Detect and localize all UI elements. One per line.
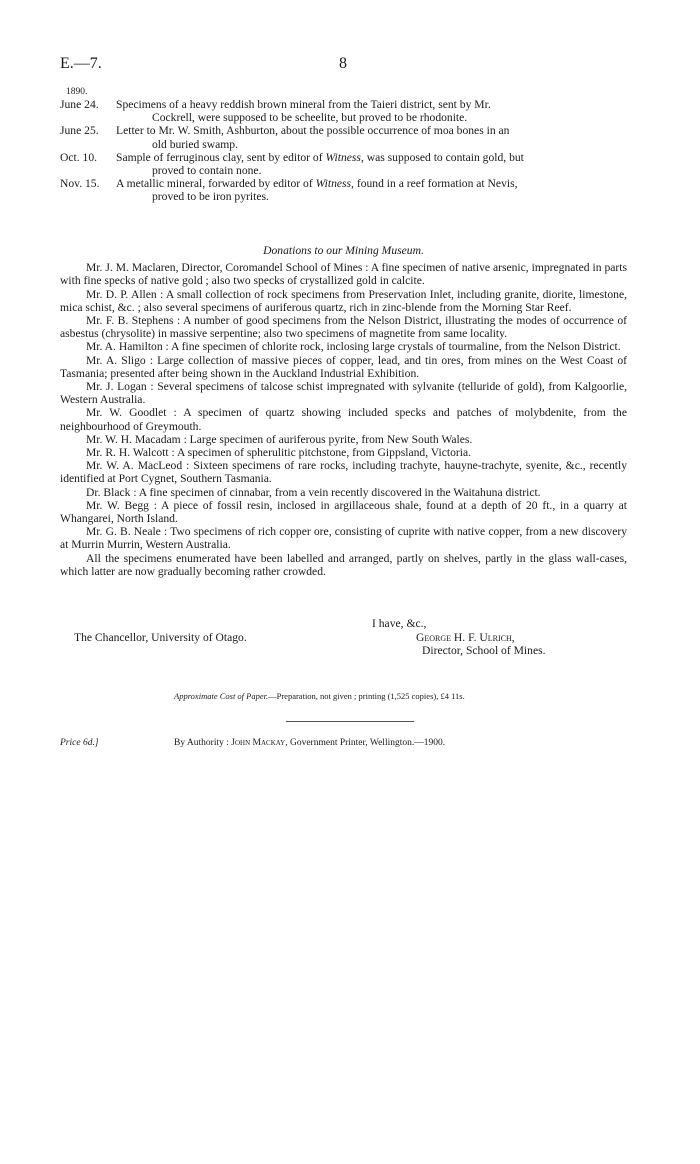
log-entry <box>60 177 627 203</box>
log-text-b: , was supposed to contain gold, but <box>360 150 524 164</box>
log-entry <box>60 124 627 150</box>
log-text-b: , found in a reef formation at Nevis, <box>351 177 518 191</box>
price: Price 6d.] <box>60 738 99 748</box>
donation-paragraph: Mr. W. Goodlet : A specimen of quartz showing included specks and patches of molybdenite, from the neighbourhood of Greymouth. <box>60 406 627 433</box>
donation-paragraph: Mr. W. A. MacLeod : Sixteen specimens of rare rocks, including trachyte, hauyne-trachyte, syenite, &c., recently identified at Port Cygnet, Southern Tasmania. <box>60 459 627 486</box>
log-date: June 25. <box>60 124 99 138</box>
log-text: Specimens of a heavy reddish brown mineral from the Taieri district, sent by Mr. <box>116 98 491 111</box>
page-number: 8 <box>339 55 347 72</box>
donation-paragraph: Mr. D. P. Allen : A small collection of rock specimens from Preservation Inlet, including granite, diorite, limestone, mica schist, &c. ; also several specimens of auriferous quartz, rich in zinc-blende from the Morning Star Reef. <box>60 287 627 314</box>
donation-paragraph: Mr. J. M. Maclaren, Director, Coromandel School of Mines : A fine specimen of native arsenic, impregnated in parts with fine specks of native gold ; also two specks of crystallized gold in calcite. <box>60 261 627 288</box>
donations-section <box>60 244 627 578</box>
log-text <box>116 151 627 164</box>
printer-location: Government Printer, Wellington.—1900. <box>289 738 446 748</box>
signer-name: George H. F. Ulrich, <box>416 631 515 644</box>
donation-paragraph: Dr. Black : A fine specimen of cinnabar, from a vein recently discovered in the Waitahuna district. <box>86 485 541 499</box>
addressee: The Chancellor, University of Otago. <box>74 631 247 644</box>
log-entry <box>60 151 627 177</box>
log-text-a: Sample of ferruginous clay, sent by editor of <box>116 150 323 164</box>
log-year: 1890. <box>66 87 88 97</box>
cost-text: —Preparation, not given ; printing (1,525 copies), £4 11s. <box>268 691 465 701</box>
donation-paragraph: Mr. W. Begg : A piece of fossil resin, inclosed in argillaceous shale, found at a depth of 20 ft., in a quarry at Whangarei, North Island. <box>60 498 627 526</box>
log-date: Oct. 10. <box>60 150 98 164</box>
newspaper-name: Witness <box>325 150 361 164</box>
log-date: June 24. <box>60 98 99 111</box>
cost-of-paper <box>174 691 465 701</box>
donation-paragraph: Mr. F. B. Stephens : A number of good specimens from the Nelson District, illustrating the modes of occurrence of asbestus (chrysolite) in massive serpentine; also two specimens of magnetite from same locality. <box>60 314 627 341</box>
donation-paragraph: Mr. A. Sligo : Large collection of massive pieces of copper, lead, and tin ores, from mines on the West Coast of Tasmania; presented after being shown in the Auckland Industrial Exhibition. <box>60 353 627 380</box>
log-text-continued: proved to contain none. <box>152 164 262 178</box>
correspondence-log <box>60 86 627 204</box>
summary-paragraph: All the specimens enumerated have been labelled and arranged, partly on shelves, partly in the glass wall-cases, which latter are now gradually becoming rather crowded. <box>60 551 627 578</box>
log-text-continued: Cockrell, were supposed to be scheelite, but proved to be rhodonite. <box>152 111 468 125</box>
log-date: Nov. 15. <box>60 177 100 191</box>
donation-paragraph: Mr. W. H. Macadam : Large specimen of auriferous pyrite, from New South Wales. <box>86 432 473 446</box>
log-text <box>116 177 627 190</box>
donation-paragraph: Mr. J. Logan : Several specimens of talcose schist impregnated with sylvanite (telluride of gold), from Kalgoorlie, Western Australia. <box>60 380 627 407</box>
document-reference: E.—7. <box>60 55 102 72</box>
authority-label: By Authority : <box>174 738 229 748</box>
log-entry <box>60 98 627 124</box>
section-title: Donations to our Mining Museum. <box>263 244 424 257</box>
log-text-a: A metallic mineral, forwarded by editor of <box>116 177 313 191</box>
log-text-continued: old buried swamp. <box>152 137 238 151</box>
cost-label: Approximate Cost of Paper. <box>174 691 269 701</box>
donation-paragraph: Mr. A. Hamilton : A fine specimen of chlorite rock, inclosing large crystals of tourmaline, from the Nelson District. <box>86 340 621 354</box>
log-text: Letter to Mr. W. Smith, Ashburton, about the possible occurrence of moa bones in an <box>116 124 510 138</box>
printer-authority <box>174 738 445 748</box>
donation-paragraph: Mr. R. H. Walcott : A specimen of spherulitic pitchstone, from Gippsland, Victoria. <box>86 446 471 460</box>
newspaper-name: Witness <box>315 177 352 191</box>
log-text-continued: proved to be iron pyrites. <box>152 190 269 204</box>
printer-name: John Mackay, <box>231 738 288 748</box>
signer-title: Director, School of Mines. <box>422 644 546 657</box>
divider-rule <box>286 721 414 722</box>
valediction: I have, &c., <box>372 617 427 630</box>
donation-paragraph: Mr. G. B. Neale : Two specimens of rich copper ore, consisting of cuprite with native copper, from a new discovery at Murrin Murrin, Western Australia. <box>60 525 627 552</box>
